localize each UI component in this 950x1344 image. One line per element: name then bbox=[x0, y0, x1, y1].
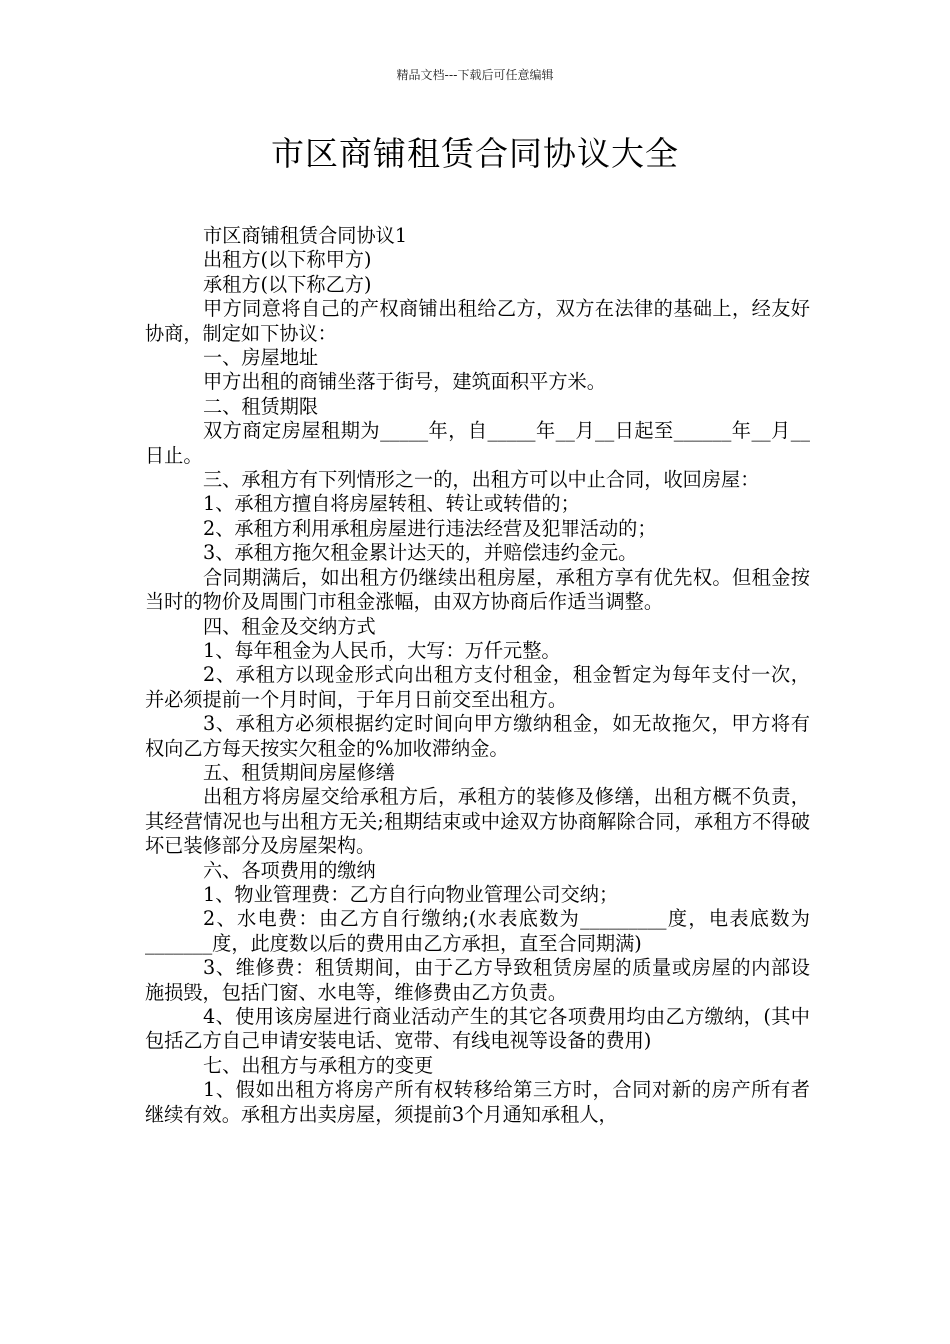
section-heading: 二、租赁期限 bbox=[203, 394, 319, 418]
section-heading: 七、出租方与承租方的变更 bbox=[203, 1053, 434, 1077]
document-body bbox=[145, 224, 810, 1127]
paragraph: 出租方将房屋交给承租方后，承租方的装修及修缮，出租方概不负责，其经营情况也与出租方无关;租期结束或中途双方协商解除合同，承租方不得破坏已装修部分及房屋架构。 bbox=[145, 785, 810, 858]
paragraph-lessor: 出租方(以下称甲方) bbox=[203, 248, 372, 272]
paragraph-subtitle: 市区商铺租赁合同协议1 bbox=[203, 224, 408, 247]
document-title: 市区商铺租赁合同协议大全 bbox=[271, 134, 679, 173]
list-item: 3、维修费：租赁期间，由于乙方导致租赁房屋的质量或房屋的内部设施损毁，包括门窗、水电等，维修费由乙方负责。 bbox=[145, 956, 810, 1004]
list-item: 2、承租方以现金形式向出租方支付租金，租金暂定为每年支付一次，并必须提前一个月时间，于年月日前交至出租方。 bbox=[145, 663, 810, 711]
paragraph: 双方商定房屋租期为_____年，自_____年__月__日起至______年__月__日止。 bbox=[145, 419, 810, 467]
list-item: 3、承租方必须根据约定时间向甲方缴纳租金，如无故拖欠，甲方将有权向乙方每天按实欠租金的%加收滞纳金。 bbox=[145, 712, 810, 760]
paragraph: 甲方同意将自己的产权商铺出租给乙方，双方在法律的基础上，经友好协商，制定如下协议： bbox=[145, 297, 810, 345]
list-item: 1、物业管理费：乙方自行向物业管理公司交纳； bbox=[203, 882, 619, 906]
list-item: 1、假如出租方将房产所有权转移给第三方时，合同对新的房产所有者继续有效。承租方出卖房屋，须提前3个月通知承租人， bbox=[145, 1078, 810, 1126]
header-note: 精品文档---下载后可任意编辑 bbox=[396, 68, 554, 82]
paragraph-lessee: 承租方(以下称乙方) bbox=[203, 272, 372, 296]
list-item: 4、使用该房屋进行商业活动产生的其它各项费用均由乙方缴纳，(其中包括乙方自己申请安装电话、宽带、有线电视等设备的费用) bbox=[145, 1005, 810, 1053]
paragraph: 甲方出租的商铺坐落于街号，建筑面积平方米。 bbox=[203, 370, 606, 394]
section-heading: 四、租金及交纳方式 bbox=[203, 614, 376, 638]
section-heading: 五、租赁期间房屋修缮 bbox=[203, 760, 395, 784]
section-heading: 六、各项费用的缴纳 bbox=[203, 858, 376, 882]
list-item: 1、每年租金为人民币，大写：万仟元整。 bbox=[203, 638, 561, 662]
section-heading: 一、房屋地址 bbox=[203, 346, 319, 370]
list-item: 2、承租方利用承租房屋进行违法经营及犯罪活动的； bbox=[203, 516, 657, 540]
paragraph: 合同期满后，如出租方仍继续出租房屋，承租方享有优先权。但租金按当时的物价及周围门市租金涨幅，由双方协商后作适当调整。 bbox=[145, 565, 810, 614]
list-item: 3、承租方拖欠租金累计达天的，并赔偿违约金元。 bbox=[203, 541, 638, 565]
list-item: 2、水电费：由乙方自行缴纳;(水表底数为_________度，电表底数为_______度，此度数以后的费用由乙方承担，直至合同期满) bbox=[145, 907, 810, 955]
section-heading: 三、承租方有下列情形之一的，出租方可以中止合同，收回房屋： bbox=[203, 468, 760, 492]
list-item: 1、承租方擅自将房屋转租、转让或转借的； bbox=[203, 492, 580, 516]
